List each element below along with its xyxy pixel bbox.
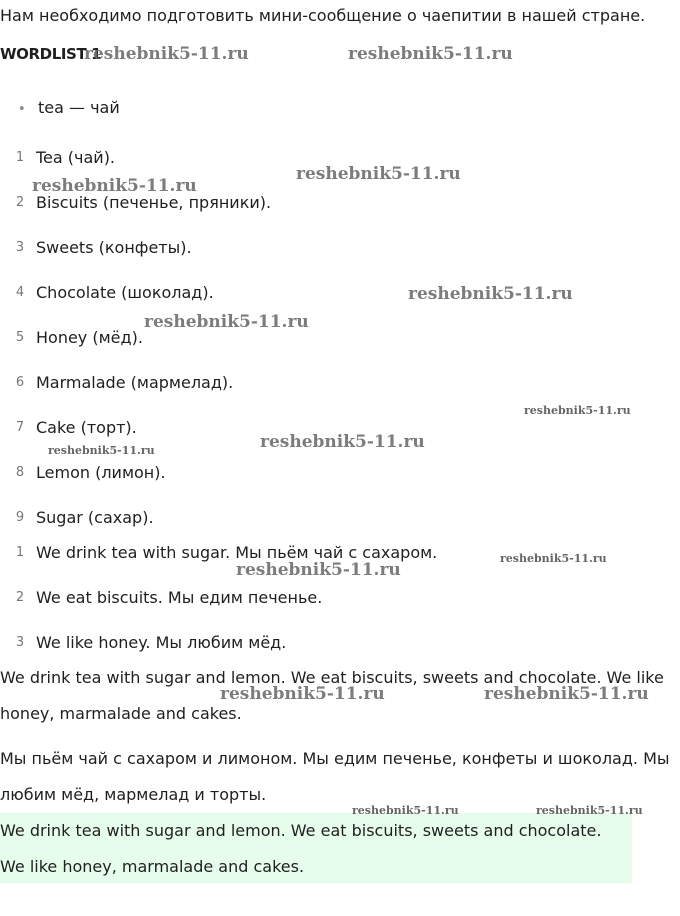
watermark: reshebnik5-11.ru (144, 312, 309, 332)
watermark: reshebnik5-11.ru (500, 552, 607, 565)
list-number: 6 (15, 375, 25, 390)
highlight-line-1: We drink tea with sugar and lemon. We eat biscuits, sweets and chocolate. (0, 821, 602, 840)
list-number: 7 (15, 420, 25, 435)
list-number: 1 (15, 545, 25, 560)
watermark: reshebnik5-11.ru (524, 404, 631, 417)
list-text: Tea (чай). (36, 148, 116, 167)
list-number: 3 (15, 635, 25, 650)
list-text: We like honey. Мы любим мёд. (36, 633, 287, 652)
list-number: 8 (15, 465, 25, 480)
list-text: Marmalade (мармелад). (36, 373, 234, 392)
watermark: reshebnik5-11.ru (408, 284, 573, 304)
paragraph-english: We drink tea with sugar and lemon. We eat biscuits, sweets and chocolate. We like honey, marmalade and cakes. (0, 668, 664, 723)
watermark: reshebnik5-11.ru (536, 804, 643, 817)
list-number: 4 (15, 285, 25, 300)
list-text: Sweets (конфеты). (36, 238, 192, 257)
list-text: Cake (торт). (36, 418, 137, 437)
watermark: reshebnik5-11.ru (260, 432, 425, 452)
watermark: reshebnik5-11.ru (48, 444, 155, 457)
intro-text: Нам необходимо подготовить мини-сообщение о чаепитии в нашей стране. (0, 6, 646, 25)
watermark: reshebnik5-11.ru (348, 44, 513, 64)
list-text: We eat biscuits. Мы едим печенье. (36, 588, 323, 607)
list-text: We drink tea with sugar. Мы пьём чай с сахаром. (36, 543, 438, 562)
watermark: reshebnik5-11.ru (220, 684, 385, 704)
paragraph-russian: Мы пьём чай с сахаром и лимоном. Мы едим печенье, конфеты и шоколад. Мы любим мёд, мармелад и торты. (0, 749, 670, 804)
bullet-marker: • (18, 102, 26, 117)
watermark: reshebnik5-11.ru (32, 176, 197, 196)
bullet-text: tea — чай (38, 98, 120, 117)
list-number: 5 (15, 330, 25, 345)
list-text: Chocolate (шоколад). (36, 283, 214, 302)
list-text: Biscuits (печенье, пряники). (36, 193, 272, 212)
list-number: 3 (15, 240, 25, 255)
bullet-item (18, 98, 120, 117)
highlighted-answer (0, 813, 632, 883)
list-text: Lemon (лимон). (36, 463, 166, 482)
list-number: 1 (15, 150, 25, 165)
list-number: 2 (15, 195, 25, 210)
watermark: reshebnik5-11.ru (84, 44, 249, 64)
wordlist-heading: WORDLIST 1 (0, 45, 102, 63)
watermark: reshebnik5-11.ru (352, 804, 459, 817)
watermark: reshebnik5-11.ru (236, 560, 401, 580)
list-text: Sugar (сахар). (36, 508, 154, 527)
watermark: reshebnik5-11.ru (484, 684, 649, 704)
list-number: 2 (15, 590, 25, 605)
list-text: Honey (мёд). (36, 328, 143, 347)
highlight-line-2: We like honey, marmalade and cakes. (0, 857, 305, 876)
watermark: reshebnik5-11.ru (296, 164, 461, 184)
list-number: 9 (15, 510, 25, 525)
